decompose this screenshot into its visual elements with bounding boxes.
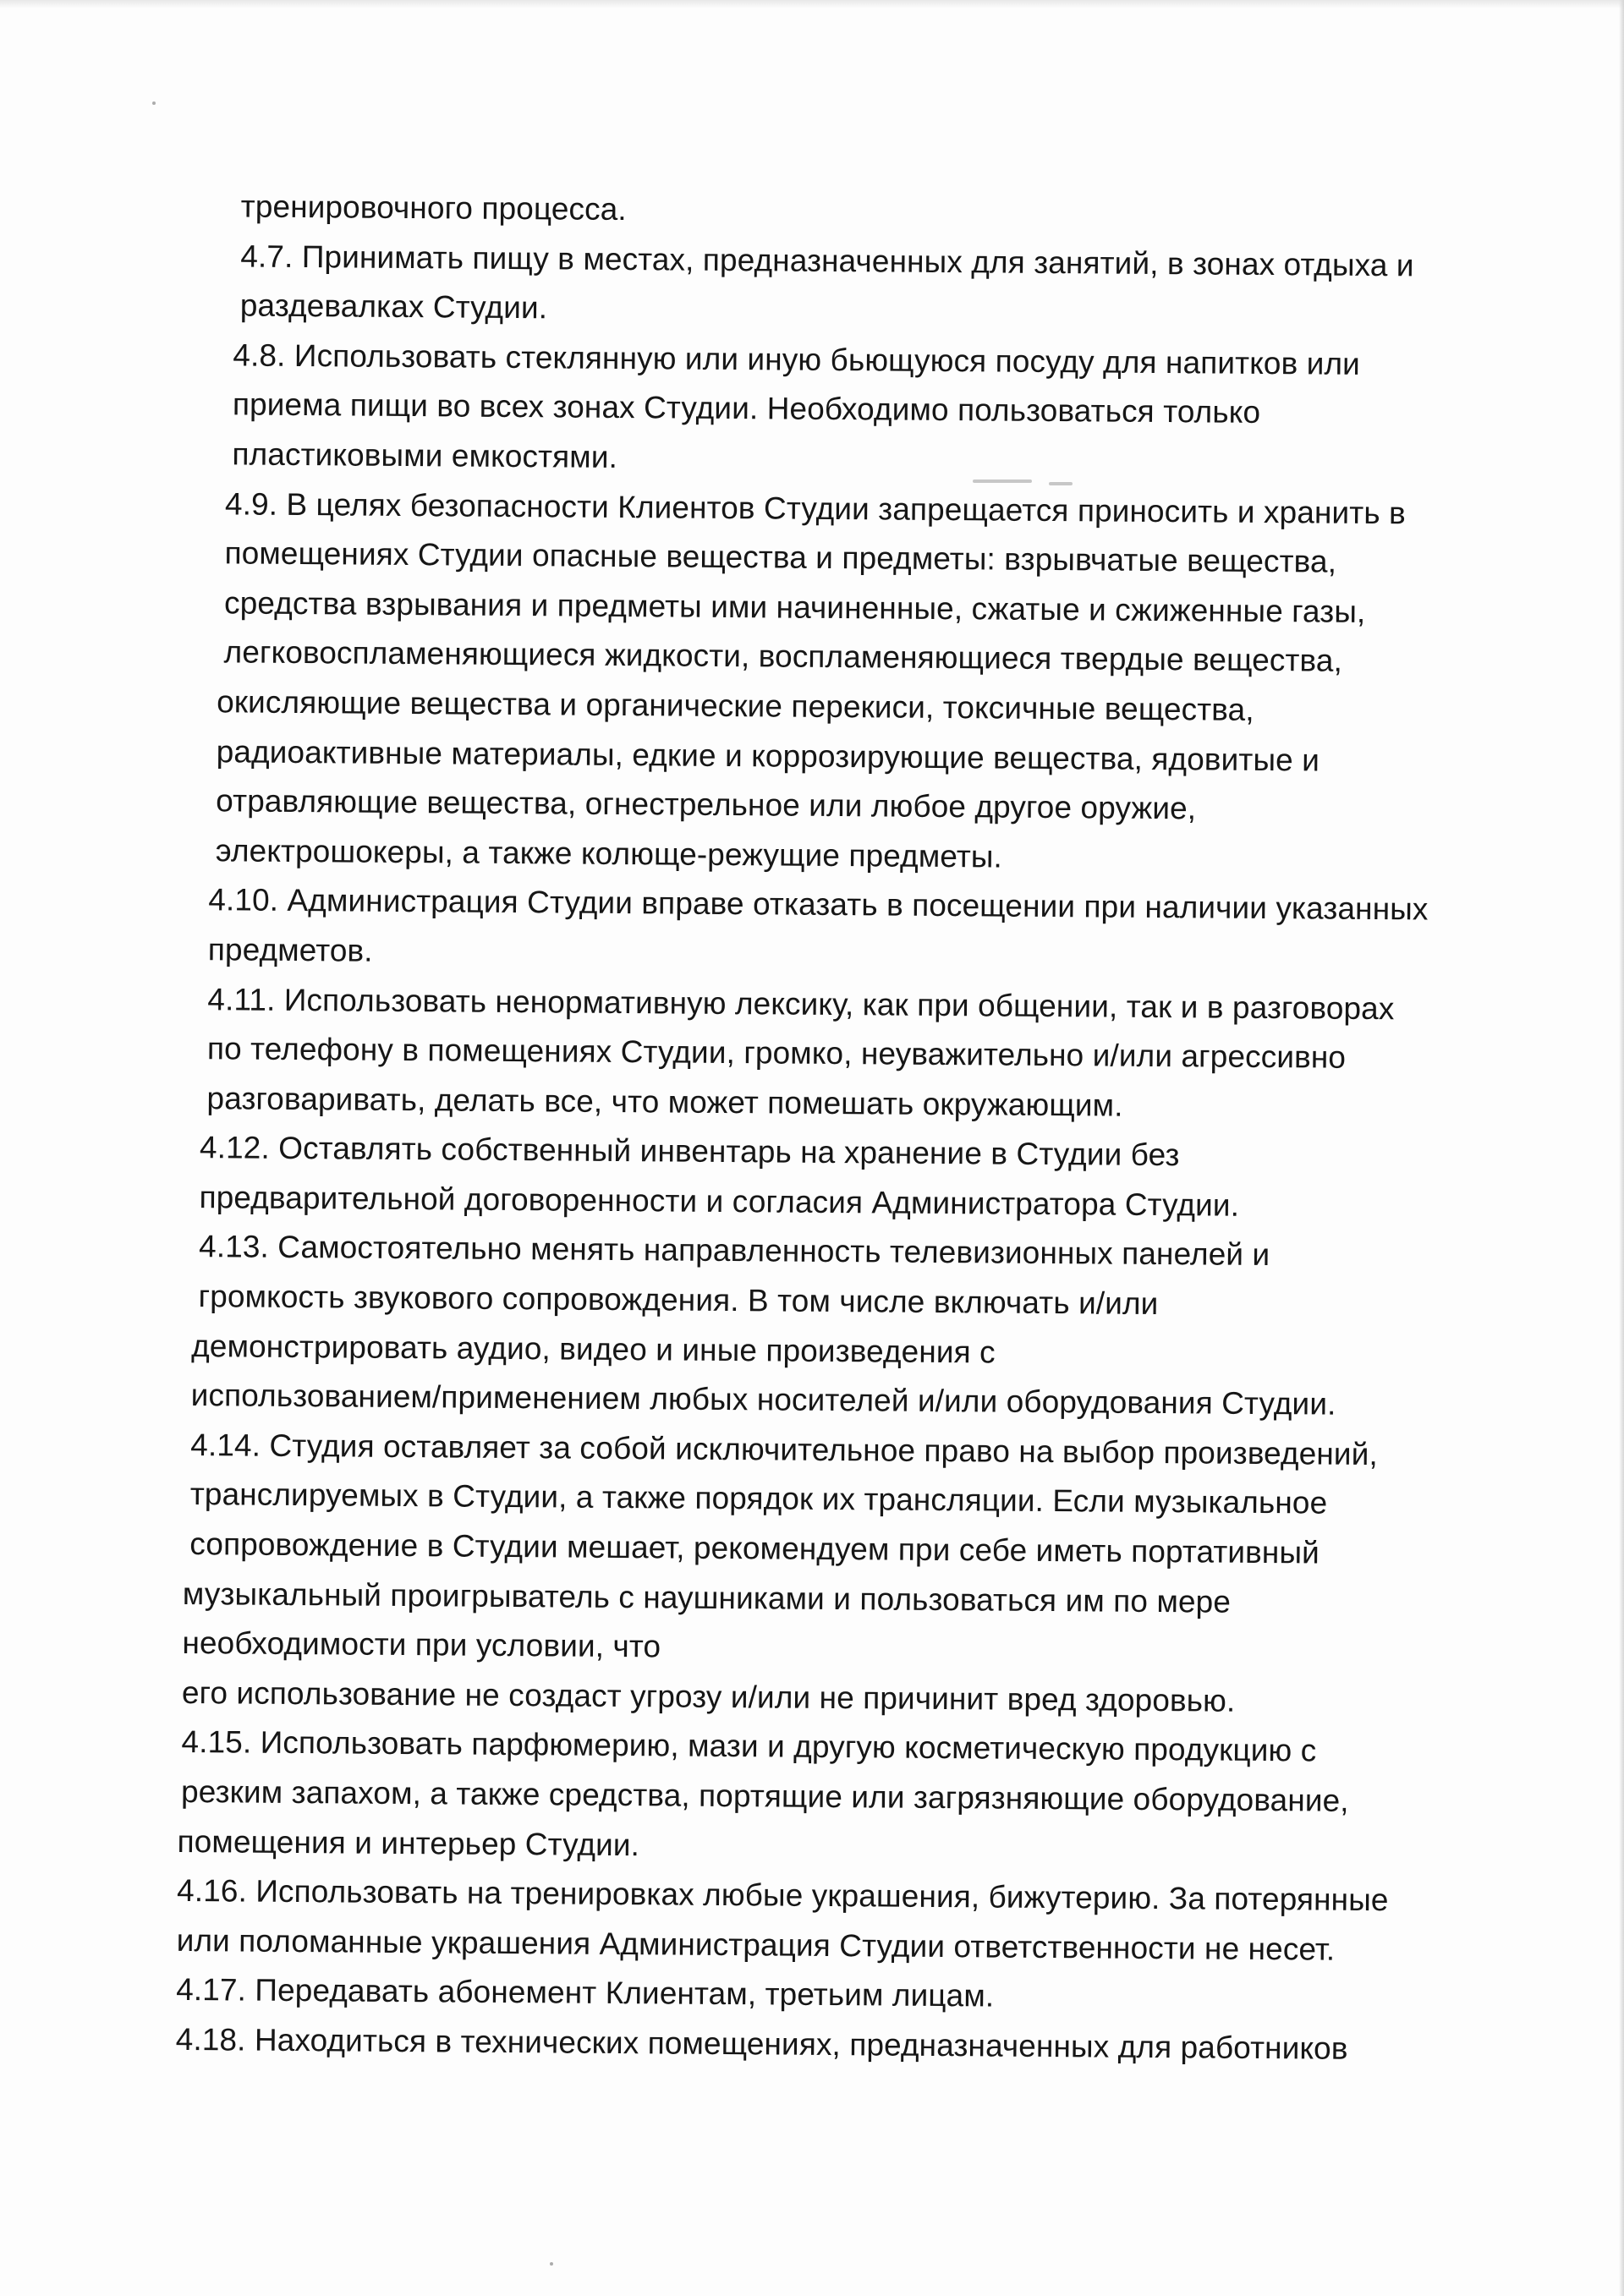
- text-line: транслируемых в Студии, а также порядок их трансляции. Если музыкальное: [189, 1477, 1328, 1521]
- text-line: или поломанные украшения Администрация Студии ответственности не несет.: [176, 1922, 1336, 1967]
- text-line: 4.15. Использовать парфюмерию, мази и другую косметическую продукцию с: [181, 1724, 1317, 1768]
- scan-speck: [152, 101, 156, 105]
- text-line: тренировочного процесса.: [240, 189, 627, 227]
- text-line: его использование не создаст угрозу и/или не причинит вред здоровью.: [181, 1674, 1236, 1718]
- text-line: пластиковыми емкостями.: [232, 436, 618, 474]
- text-line: 4.13. Самостоятельно менять направленность телевизионных панелей и: [198, 1229, 1270, 1273]
- text-line: приема пищи во всех зонах Студии. Необходимо пользоваться только: [232, 386, 1261, 430]
- text-line: электрошокеры, а также колюще-режущие предметы.: [215, 832, 1003, 874]
- text-line: разговаривать, делать все, что может помешать окружающим.: [206, 1080, 1123, 1123]
- text-line: резким запахом, а также средства, портящие или загрязняющие оборудование,: [180, 1773, 1349, 1818]
- text-line: радиоактивные материалы, едкие и коррозирующие вещества, ядовитые и: [216, 733, 1320, 778]
- scan-edge-right: [1619, 0, 1624, 2296]
- scan-edge-top: [0, 0, 1624, 8]
- text-line: отравляющие вещества, огнестрельное или любое другое оружие,: [216, 783, 1197, 826]
- text-line: помещениях Студии опасные вещества и предметы: взрывчатые вещества,: [224, 535, 1337, 579]
- text-line: предметов.: [207, 932, 373, 968]
- text-line: 4.17. Передавать абонемент Клиентам, третьим лицам.: [176, 1972, 995, 2014]
- text-line: 4.18. Находиться в технических помещениях, предназначенных для работников: [175, 2021, 1348, 2066]
- text-line: 4.9. В целях безопасности Клиентов Студии запрещается приносить и хранить в: [224, 485, 1407, 530]
- text-line: 4.7. Принимать пищу в местах, предназначенных для занятий, в зонах отдыха и: [240, 238, 1414, 282]
- text-line: по телефону в помещениях Студии, громко, неуважительно и/или агрессивно: [206, 1031, 1347, 1075]
- text-line: окисляющие вещества и органические перекиси, токсичные вещества,: [217, 684, 1254, 727]
- text-line: предварительной договоренности и согласия Администратора Студии.: [199, 1179, 1240, 1223]
- text-line: 4.10. Администрация Студии вправе отказать в посещении при наличии указанных: [208, 882, 1429, 927]
- text-line: средства взрывания и предметы ими начиненные, сжатые и сжиженные газы,: [223, 585, 1366, 629]
- scan-speck: [550, 2262, 553, 2266]
- text-line: необходимости при условии, что: [182, 1625, 661, 1664]
- text-line: легковоспламеняющиеся жидкости, воспламеняющиеся твердые вещества,: [223, 634, 1343, 679]
- text-line: использованием/применением любых носителей и/или оборудования Студии.: [190, 1378, 1336, 1422]
- text-line: громкость звукового сопровождения. В том числе включать и/или: [198, 1279, 1159, 1322]
- text-line: 4.16. Использовать на тренировках любые украшения, бижутерию. За потерянные: [176, 1873, 1389, 1918]
- text-line: 4.12. Оставлять собственный инвентарь на хранение в Студии без: [199, 1130, 1180, 1173]
- text-line: музыкальный проигрыватель с наушниками и пользоваться им по мере: [182, 1575, 1232, 1619]
- text-line: 4.11. Использовать ненормативную лексику, как при общении, так и в разговорах: [207, 981, 1395, 1026]
- text-line: 4.14. Студия оставляет за собой исключительное право на выбор произведений,: [190, 1427, 1378, 1471]
- text-line: сопровождение в Студии мешает, рекомендуем при себе иметь портативный: [189, 1526, 1320, 1570]
- text-line: помещения и интерьер Студии.: [177, 1823, 640, 1862]
- document-body: [176, 182, 1510, 2075]
- text-line: 4.8. Использовать стеклянную или иную бьющуюся посуду для напитков или: [233, 337, 1361, 381]
- text-line: демонстрировать аудио, видео и иные произведения с: [191, 1328, 996, 1370]
- text-line: раздевалках Студии.: [239, 288, 548, 326]
